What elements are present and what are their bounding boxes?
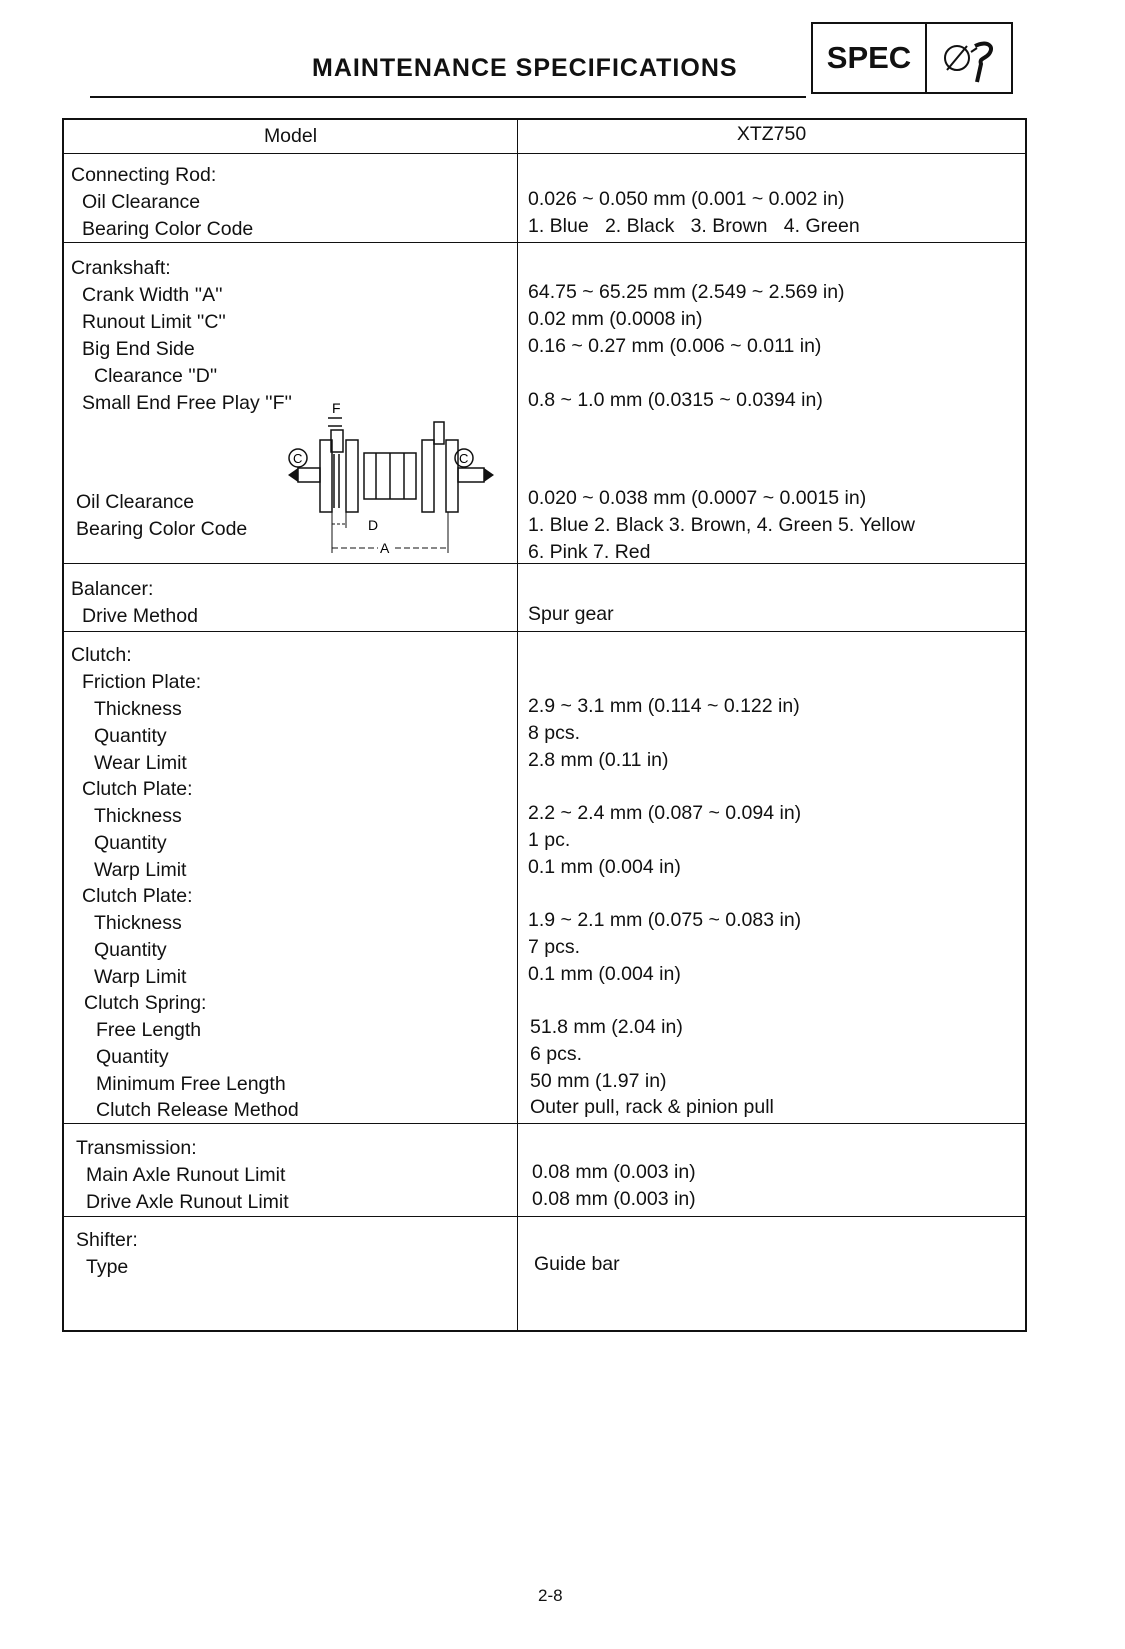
spec-value: 1.9 ~ 2.1 mm (0.075 ~ 0.083 in) <box>528 909 802 931</box>
spec-value: 0.08 mm (0.003 in) <box>532 1161 696 1183</box>
spec-label: Warp Limit <box>94 966 187 988</box>
column-divider <box>517 120 518 1330</box>
spec-label: Drive Axle Runout Limit <box>86 1191 289 1213</box>
spec-badge <box>811 22 1013 94</box>
spec-label: Warp Limit <box>94 859 187 881</box>
spec-value: 0.1 mm (0.004 in) <box>528 963 681 985</box>
spec-label: Clutch Release Method <box>96 1099 299 1121</box>
caliper-icon <box>927 24 1011 92</box>
spec-label: Bearing Color Code <box>76 518 248 540</box>
model-value-header: XTZ750 <box>736 123 807 145</box>
spec-value: Guide bar <box>534 1253 620 1275</box>
spec-value: 0.8 ~ 1.0 mm (0.0315 ~ 0.0394 in) <box>528 389 823 411</box>
spec-label: Main Axle Runout Limit <box>86 1164 286 1186</box>
spec-subheading: Clutch Spring: <box>84 992 207 1014</box>
spec-label: Quantity <box>94 725 167 747</box>
spec-label: Oil Clearance <box>82 191 201 213</box>
diagram-label-f: F <box>332 400 341 416</box>
spec-value: 0.026 ~ 0.050 mm (0.001 ~ 0.002 in) <box>528 188 845 210</box>
spec-label: Wear Limit <box>94 752 187 774</box>
spec-subheading: Clutch Plate: <box>82 885 193 907</box>
spec-value: 1 pc. <box>528 829 571 851</box>
diagram-label-a: A <box>380 540 390 556</box>
spec-value: 7 pcs. <box>528 936 581 958</box>
diagram-label-c-left: C <box>293 451 303 466</box>
crankshaft-diagram <box>284 398 524 563</box>
spec-label: Quantity <box>94 939 167 961</box>
shifter-heading: Shifter: <box>76 1229 138 1251</box>
spec-value: 1. Blue 2. Black 3. Brown 4. Green <box>528 215 860 237</box>
diagram-label-c-right: C <box>459 451 469 466</box>
spec-label: Clearance ''D'' <box>94 365 218 387</box>
spec-label: Minimum Free Length <box>96 1073 286 1095</box>
page-title: MAINTENANCE SPECIFICATIONS <box>312 54 738 82</box>
spec-value: 51.8 mm (2.04 in) <box>530 1016 683 1038</box>
spec-label: Quantity <box>94 832 167 854</box>
spec-subheading: Clutch Plate: <box>82 778 193 800</box>
row-divider <box>64 153 1025 154</box>
spec-value: 6. Pink 7. Red <box>528 541 651 563</box>
spec-value: 64.75 ~ 65.25 mm (2.549 ~ 2.569 in) <box>528 281 845 303</box>
spec-label: Runout Limit ''C'' <box>82 311 226 333</box>
spec-value: Outer pull, rack & pinion pull <box>530 1096 774 1118</box>
spec-subheading: Friction Plate: <box>82 671 202 693</box>
connecting-rod-heading: Connecting Rod: <box>71 164 217 186</box>
diagram-label-d: D <box>368 517 379 533</box>
spec-label: Thickness <box>94 698 182 720</box>
model-header: Model <box>263 125 318 147</box>
spec-value: 0.08 mm (0.003 in) <box>532 1188 696 1210</box>
transmission-heading: Transmission: <box>76 1137 197 1159</box>
spec-label: Small End Free Play ''F'' <box>82 392 292 414</box>
title-underline <box>90 96 806 98</box>
spec-label: Bearing Color Code <box>82 218 254 240</box>
spec-value: 50 mm (1.97 in) <box>530 1070 667 1092</box>
balancer-heading: Balancer: <box>71 578 154 600</box>
spec-label: Oil Clearance <box>76 491 195 513</box>
page-number: 2-8 <box>538 1586 563 1605</box>
row-divider <box>64 631 1025 632</box>
spec-value: 8 pcs. <box>528 722 581 744</box>
spec-label: Thickness <box>94 805 182 827</box>
spec-label: Drive Method <box>82 605 198 627</box>
spec-value: 1. Blue 2. Black 3. Brown, 4. Green 5. Yellow <box>528 514 915 536</box>
crankshaft-heading: Crankshaft: <box>71 257 171 279</box>
spec-table <box>62 118 1027 1332</box>
spec-value: 2.8 mm (0.11 in) <box>528 749 669 771</box>
spec-badge-label: SPEC <box>813 24 927 92</box>
spec-value: Spur gear <box>528 603 614 625</box>
clutch-heading: Clutch: <box>71 644 132 666</box>
spec-label: Thickness <box>94 912 182 934</box>
spec-label: Crank Width ''A'' <box>82 284 223 306</box>
spec-label: Type <box>86 1256 129 1278</box>
spec-label: Big End Side <box>82 338 195 360</box>
spec-value: 0.02 mm (0.0008 in) <box>528 308 703 330</box>
spec-value: 2.9 ~ 3.1 mm (0.114 ~ 0.122 in) <box>528 695 800 717</box>
spec-label: Free Length <box>96 1019 202 1041</box>
spec-value: 6 pcs. <box>530 1043 583 1065</box>
spec-value: 0.1 mm (0.004 in) <box>528 856 681 878</box>
spec-label: Quantity <box>96 1046 169 1068</box>
spec-value: 0.020 ~ 0.038 mm (0.0007 ~ 0.0015 in) <box>528 487 867 509</box>
spec-value: 2.2 ~ 2.4 mm (0.087 ~ 0.094 in) <box>528 802 802 824</box>
row-divider <box>64 1216 1025 1217</box>
spec-value: 0.16 ~ 0.27 mm (0.006 ~ 0.011 in) <box>528 335 822 357</box>
